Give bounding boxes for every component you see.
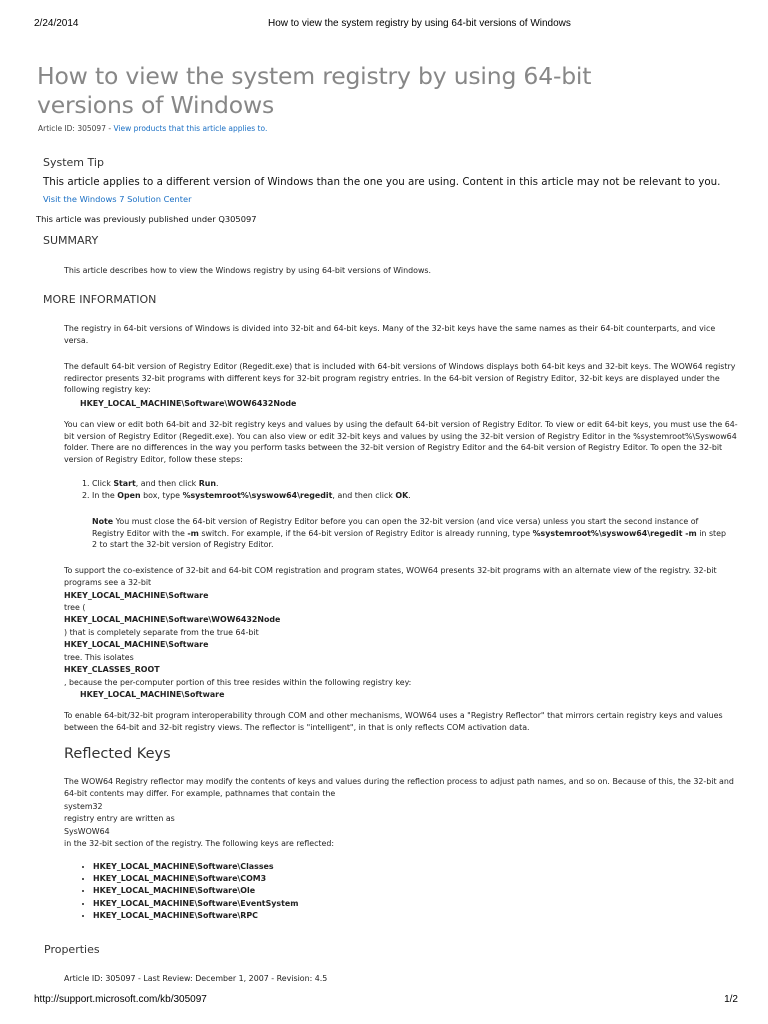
reflected-key-item: • HKEY_LOCAL_MACHINE\Software\COM3 bbox=[93, 873, 298, 885]
print-title: How to view the system registry by using 64-bit versions of Windows bbox=[268, 18, 571, 29]
p4-key1: HKEY_LOCAL_MACHINE\Software bbox=[64, 591, 209, 600]
properties-line: Article ID: 305097 - Last Review: December 1, 2007 - Revision: 4.5 bbox=[64, 974, 328, 983]
view-products-link[interactable]: View products that this article applies to. bbox=[113, 124, 268, 133]
p4-t3: tree. This isolates bbox=[64, 653, 134, 662]
system-tip-heading: System Tip bbox=[43, 156, 104, 169]
print-footer bbox=[34, 994, 738, 1008]
more-info-p1: The registry in 64-bit versions of Windows is divided into 32-bit and 64-bit keys. Many of the 32-bit keys have the same names as their 64-bit counterparts, and vice versa. bbox=[64, 324, 716, 345]
reflected-l1: system32 bbox=[64, 802, 103, 811]
p4-key2: HKEY_LOCAL_MACHINE\Software\WOW6432Node bbox=[64, 615, 281, 624]
summary-text: This article describes how to view the Windows registry by using 64-bit versions of Windows. bbox=[64, 266, 432, 275]
properties-heading[interactable]: Properties bbox=[44, 943, 100, 956]
reflected-key-item: • HKEY_LOCAL_MACHINE\Software\Ole bbox=[93, 885, 298, 897]
step-2: 2. In the Open box, type %systemroot%\syswow64\regedit, and then click OK. bbox=[92, 490, 742, 502]
more-info-heading[interactable]: MORE INFORMATION bbox=[43, 293, 157, 306]
article-id: Article ID: 305097 - bbox=[38, 124, 114, 133]
print-url: http://support.microsoft.com/kb/305097 bbox=[34, 994, 207, 1005]
p4-key5: HKEY_LOCAL_MACHINE\Software bbox=[80, 690, 225, 699]
print-header bbox=[34, 18, 738, 32]
note-paragraph: Note You must close the 64-bit version of Registry Editor before you can open the 32-bit version (and vice versa) unless you start the second instance of Registry Editor with the -m switch. For example, if the 64-bit version of Registry Editor is already running, type %systemroot%\syswow64\regedit -m in step 2 to start the 32-bit version of Registry Editor. bbox=[92, 517, 727, 550]
reflected-key-item: • HKEY_LOCAL_MACHINE\Software\RPC bbox=[93, 910, 298, 922]
more-info-p3: You can view or edit both 64-bit and 32-bit registry keys and values by using the default 64-bit version of Registry Editor. To view or edit 64-bit keys, you must use the 64-bit version of Registry Editor (Regedit.exe). You can also view or edit 32-bit keys and values by using the 32-bit version of Registry Editor in the %systemroot%\Syswow64 folder. There are no differences in the way you perform tasks between the 32-bit version of Registry Editor and the 64-bit version of Registry Editor. To open the 32-bit version of Registry Editor, follow these steps: bbox=[64, 420, 738, 464]
system-tip-body: This article applies to a different version of Windows than the one you are using. Content in this article may not be relevant to you. bbox=[43, 176, 721, 188]
steps-list bbox=[64, 478, 742, 503]
step-1: 1. Click Start, and then click Run. bbox=[92, 478, 742, 490]
print-date: 2/24/2014 bbox=[34, 18, 79, 29]
reflected-l2: registry entry are written as bbox=[64, 814, 175, 823]
more-info-p2: The default 64-bit version of Registry Editor (Regedit.exe) that is included with 64-bit versions of Windows displays both 64-bit keys and 32-bit keys. The WOW64 registry redirector presents 32-bit programs with different keys for 32-bit program registry entries. In the 64-bit version of Registry Editor, 32-bit keys are displayed under the following registry key: bbox=[64, 362, 736, 395]
reflected-l3: SysWOW64 bbox=[64, 827, 110, 836]
windows7-solution-center-link[interactable]: Visit the Windows 7 Solution Center bbox=[43, 194, 192, 204]
more-info-p4: To support the co-existence of 32-bit and 64-bit COM registration and program states, WOW64 presents 32-bit programs with an alternate view of the registry. 32-bit programs see a 32-bit bbox=[64, 566, 717, 587]
reflected-l4: in the 32-bit section of the registry. The following keys are reflected: bbox=[64, 839, 335, 848]
page-title: How to view the system registry by using 64-bit versions of Windows bbox=[37, 62, 592, 119]
p4-t4: , because the per-computer portion of this tree resides within the following registry key: bbox=[64, 678, 412, 687]
more-info-p5: To enable 64-bit/32-bit program interoperability through COM and other mechanisms, WOW64 uses a "Registry Reflector" that mirrors certain registry keys and values between the 64-bit and 32-bit registry views. The reflector is "intelligent", in that is only reflects COM activation data. bbox=[64, 711, 723, 732]
previously-published: This article was previously published under Q305097 bbox=[36, 214, 257, 224]
wow6432-key: HKEY_LOCAL_MACHINE\Software\WOW6432Node bbox=[80, 399, 297, 408]
reflected-key-item: • HKEY_LOCAL_MACHINE\Software\EventSystem bbox=[93, 898, 298, 910]
reflected-key-item: • HKEY_LOCAL_MACHINE\Software\Classes bbox=[93, 861, 298, 873]
p4-t1: tree ( bbox=[64, 603, 86, 612]
p4-t2: ) that is completely separate from the true 64-bit bbox=[64, 628, 259, 637]
reflected-p1: The WOW64 Registry reflector may modify the contents of keys and values during the reflection process to adjust path names, and so on. Because of this, the 32-bit and 64-bit contents may differ. For example, pathnames that contain the bbox=[64, 777, 734, 798]
print-page-number: 1/2 bbox=[724, 994, 738, 1005]
p4-key3: HKEY_LOCAL_MACHINE\Software bbox=[64, 640, 209, 649]
reflected-keys-list bbox=[64, 861, 298, 922]
summary-heading[interactable]: SUMMARY bbox=[43, 234, 99, 247]
reflected-keys-heading: Reflected Keys bbox=[64, 746, 171, 762]
p4-key4: HKEY_CLASSES_ROOT bbox=[64, 665, 160, 674]
article-id-line bbox=[38, 124, 267, 133]
